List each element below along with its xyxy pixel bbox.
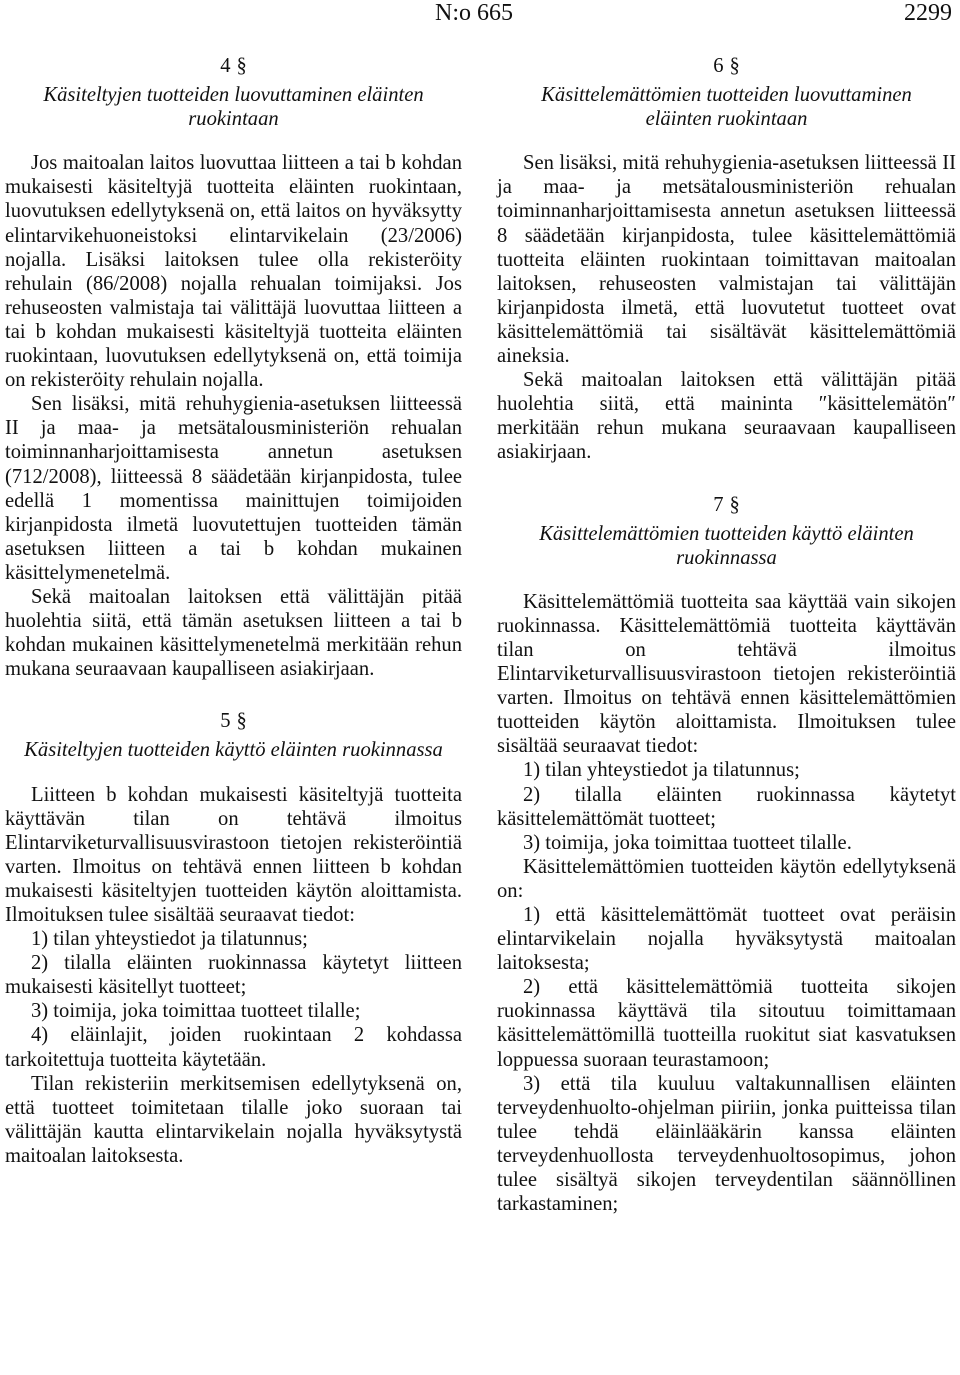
section-title: Käsittelemättömien tuotteiden luovuttaminen eläinten ruokintaan (541, 84, 912, 131)
list-item: 1) tilan yhteystiedot ja tilatunnus; (523, 759, 800, 782)
paragraph: Sen lisäksi, mitä rehuhygienia-asetuksen liitteessä II ja maa- ja metsätalousministeriön rehualan toiminnanharjoittamisesta annetun asetuksen liitteessä 8 säädetään kirjanpidosta, tulee käsittelemättömiä tuotteita eläinten ruokintaan toimittavan maitoalan laitoksen, rehuseosten valmistajan tai välittäjän kirjanpidosta ilmetä, että luovutetut tuotteet ovat käsittelemättömiä tai sisältävät käsittelemättömiä aineksia. (497, 152, 956, 368)
section-number-value: 7 (713, 493, 724, 516)
list-item: 3) toimija, joka toimittaa tuotteet tilalle; (31, 1000, 361, 1023)
paragraph: Käsittelemättömien tuotteiden käytön edellytyksenä on: (497, 855, 956, 902)
section-title: Käsiteltyjen tuotteiden käyttö eläinten ruokinnassa (24, 739, 443, 762)
right-column (497, 54, 956, 1216)
list-item: 3) että tila kuuluu valtakunnallisen eläinten terveydenhuolto-ohjelman piiriin, jonka puitteissa tilan tulee tehdä eläinlääkärin kanssa eläinten terveydenhuollosta terveydenhuoltosopimus, johon tulee sisältyä sikojen terveydentilan säännöllinen tarkastaminen; (497, 1072, 956, 1216)
section-number-value: 6 (713, 55, 724, 77)
section-symbol: § (236, 55, 247, 77)
section-symbol: § (729, 493, 740, 516)
list-item: 2) tilalla eläinten ruokinnassa käytetyt liitteen mukaisesti käsitellyt tuotteet; (5, 952, 462, 999)
paragraph: Sen lisäksi, mitä rehuhygienia-asetuksen liitteessä II ja maa- ja metsätalousministeriön rehualan toiminnanharjoittamisesta annetun asetuksen (712/2008), liitteessä 8 säädetään kirjanpidosta, tulee edellä 1 momentissa mainittujen toimijoiden kirjanpidosta ilmetä luovutettujen tuotteiden tämän asetuksen liitteen a tai b kohdan mukainen käsittelymenetelmä. (5, 393, 462, 584)
paragraph: Jos maitoalan laitos luovuttaa liitteen a tai b kohdan mukaisesti käsiteltyjä tuotteita eläinten ruokintaan, luovutuksen edellytyksenä on, että laitos on hyväksytty elintarvikehuoneistoksi elintarvikelain (23/2006) nojalla. Lisäksi laitoksen tulee olla rekisteröity rehulain (86/2008) nojalla rehualan toimijaksi. Jos rehuseosten valmistaja tai välittäjä luovuttaa liitteen a tai b kohdan mukaisesti käsiteltyjä tuotteita eläinten ruokintaan, luovutuksen edellytyksenä on, että toimija on rekisteröity rehulain nojalla. (5, 152, 462, 392)
left-column (5, 54, 462, 1168)
section-symbol: § (236, 710, 247, 733)
section-number (497, 54, 956, 78)
list-item: 1) että käsittelemättömät tuotteet ovat peräisin elintarvikelain nojalla hyväksytystä maitoalan laitoksesta; (497, 904, 956, 975)
section-number-value: 4 (220, 55, 231, 77)
section-title: Käsiteltyjen tuotteiden luovuttaminen eläinten ruokintaan (43, 84, 424, 131)
list-item: 4) eläinlajit, joiden ruokintaan 2 kohdassa tarkoitettuja tuotteita käytetään. (5, 1024, 462, 1071)
list-item: 1) tilan yhteystiedot ja tilatunnus; (31, 928, 308, 951)
section-number (5, 54, 462, 78)
paragraph: Käsittelemättömiä tuotteita saa käyttää vain sikojen ruokinnassa. Käsittelemättömiä tuotteita käyttävän tilan on tehtävä ilmoitus Elintarviketurvallisuusvirastoon tietojen rekisteröintiä varten. Ilmoitus on tehtävä ennen käsittelemättömien tuotteiden käytön aloittamista. Ilmoituksen tulee sisältää seuraavat tiedot: (497, 590, 956, 758)
section-number-value: 5 (220, 710, 231, 733)
section-symbol: § (729, 55, 740, 77)
list-item: 3) toimija, joka toimittaa tuotteet tilalle. (523, 831, 852, 854)
list-item: 2) että käsittelemättömiä tuotteita sikojen ruokinnassa käyttävä tila sitoutuu toimittamaan käsittelemättömillä tuotteilla ruokitut siat kasvatuksen loppuessa suoraan teurastamoon; (497, 976, 956, 1071)
issue-number: N:o 665 (435, 0, 513, 26)
paragraph: Sekä maitoalan laitoksen että välittäjän pitää huolehtia siitä, että tämän asetuksen liitteen a tai b kohdan mukainen käsittelymenetelmä merkitään rehun mukana seuraavaan kaupalliseen asiakirjaan. (5, 585, 462, 681)
section-title: Käsittelemättömien tuotteiden käyttö eläinten ruokinnassa (539, 522, 914, 569)
section-number (5, 709, 462, 733)
list-item: 2) tilalla eläinten ruokinnassa käytetyt käsittelemättömät tuotteet; (497, 783, 956, 830)
paragraph: Sekä maitoalan laitoksen että välittäjän pitää huolehtia siitä, että maininta ″käsittelemätön″ merkitään rehun mukana seuraavaan kaupalliseen asiakirjaan. (497, 369, 956, 464)
paragraph: Tilan rekisteriin merkitsemisen edellytyksenä on, että tuotteet toimitetaan tilalle joko suoraan tai välittäjän kautta elintarvikelain nojalla hyväksytystä maitoalan laitoksesta. (5, 1072, 462, 1167)
paragraph: Liitteen b kohdan mukaisesti käsiteltyjä tuotteita käyttävän tilan on tehtävä ilmoitus Elintarviketurvallisuusvirastoon tietojen rekisteröintiä varten. Ilmoitus on tehtävä ennen liitteen b kohdan mukaisesti käsiteltyjen tuotteiden käytön aloittamista. Ilmoituksen tulee sisältää seuraavat tiedot: (5, 783, 462, 926)
page-header (0, 0, 960, 30)
section-number (497, 493, 956, 517)
page-number: 2299 (904, 0, 952, 26)
